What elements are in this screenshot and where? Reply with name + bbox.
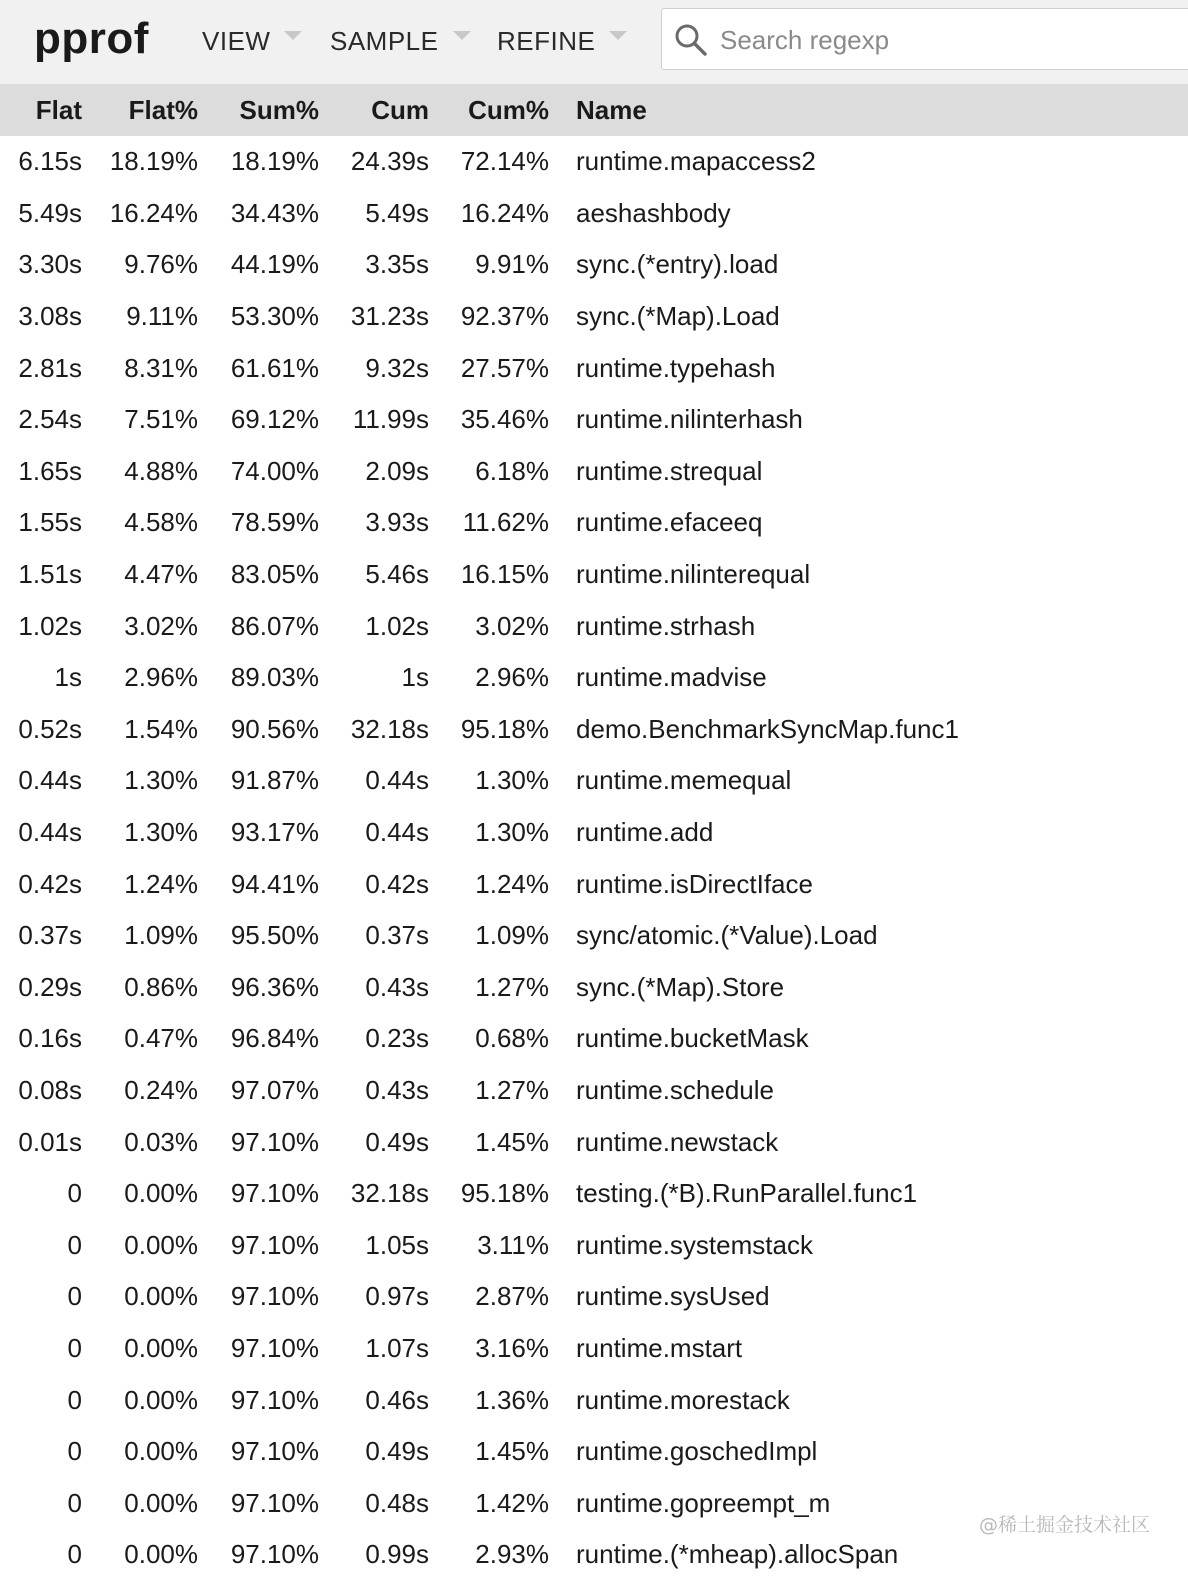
sum-pct-cell: 97.10% <box>230 1332 319 1363</box>
flat-pct-cell: 0.86% <box>124 971 198 1002</box>
sum-pct-cell: 93.17% <box>230 817 319 848</box>
flat-pct-cell: 1.09% <box>124 920 198 951</box>
flat-pct-cell: 7.51% <box>124 404 198 435</box>
flat-pct-cell: 0.00% <box>124 1487 198 1518</box>
function-name-cell: runtime.typehash <box>576 352 776 383</box>
pprof-logo[interactable]: pprof <box>34 14 149 63</box>
function-name-cell: runtime.(*mheap).allocSpan <box>576 1539 899 1570</box>
cum-cell: 2.09s <box>365 455 429 486</box>
flat-cell: 3.08s <box>18 301 82 332</box>
cum-cell: 0.37s <box>365 920 429 951</box>
flat-cell: 0.37s <box>18 920 82 951</box>
flat-cell: 0 <box>67 1384 82 1415</box>
table-row[interactable] <box>0 497 1188 549</box>
flat-cell: 3.30s <box>18 249 82 280</box>
table-row[interactable] <box>0 188 1188 240</box>
top-toolbar <box>0 0 1188 84</box>
cum-pct-cell: 2.93% <box>475 1539 549 1570</box>
cum-pct-cell: 11.62% <box>462 507 549 538</box>
cum-pct-cell: 1.27% <box>475 1074 549 1105</box>
sample-menu[interactable] <box>330 26 471 57</box>
cum-pct-cell: 16.15% <box>460 559 549 590</box>
search-input[interactable] <box>718 19 1182 61</box>
cum-cell: 1.05s <box>365 1229 429 1260</box>
sum-pct-cell: 97.10% <box>230 1436 319 1467</box>
flat-pct-cell: 4.88% <box>124 455 198 486</box>
profile-table-container <box>0 84 1188 1581</box>
cum-pct-cell: 0.68% <box>475 1023 549 1054</box>
flat-pct-cell: 0.00% <box>124 1436 198 1467</box>
sum-pct-cell: 86.07% <box>230 610 319 641</box>
sum-pct-cell: 97.10% <box>230 1281 319 1312</box>
cum-pct-cell: 3.16% <box>475 1332 549 1363</box>
flat-pct-cell: 1.54% <box>124 713 198 744</box>
function-name-cell: runtime.newstack <box>576 1126 779 1157</box>
flat-cell: 0.44s <box>18 765 82 796</box>
table-body <box>0 136 1188 1581</box>
sum-pct-cell: 97.10% <box>230 1384 319 1415</box>
sum-pct-cell: 97.10% <box>230 1539 319 1570</box>
flat-pct-cell: 0.00% <box>124 1384 198 1415</box>
cum-pct-cell: 95.18% <box>460 1178 549 1209</box>
flat-pct-cell: 0.00% <box>124 1332 198 1363</box>
function-name-cell: runtime.strequal <box>576 455 763 486</box>
cum-cell: 31.23s <box>350 301 429 332</box>
cum-cell: 0.44s <box>365 817 429 848</box>
flat-cell: 0.44s <box>18 817 82 848</box>
flat-pct-cell: 9.11% <box>126 301 198 332</box>
column-header-flat-pct[interactable]: Flat% <box>128 94 198 125</box>
table-row[interactable] <box>0 962 1188 1014</box>
cum-pct-cell: 3.11% <box>477 1229 549 1260</box>
function-name-cell: sync.(*Map).Store <box>576 971 785 1002</box>
flat-cell: 2.54s <box>18 404 82 435</box>
flat-cell: 0 <box>67 1178 82 1209</box>
cum-pct-cell: 2.87% <box>475 1281 549 1312</box>
function-name-cell: runtime.mstart <box>576 1332 743 1363</box>
flat-cell: 1.55s <box>18 507 82 538</box>
cum-cell: 5.46s <box>365 559 429 590</box>
cum-pct-cell: 3.02% <box>475 610 549 641</box>
flat-pct-cell: 0.24% <box>124 1074 198 1105</box>
sum-pct-cell: 53.30% <box>230 301 319 332</box>
cum-cell: 0.48s <box>365 1487 429 1518</box>
cum-pct-cell: 1.30% <box>475 765 549 796</box>
flat-cell: 0 <box>67 1281 82 1312</box>
flat-cell: 0.29s <box>18 971 82 1002</box>
sum-pct-cell: 97.10% <box>230 1487 319 1518</box>
function-name-cell: runtime.nilinterequal <box>576 559 811 590</box>
cum-cell: 0.43s <box>365 1074 429 1105</box>
table-row[interactable] <box>0 1116 1188 1168</box>
cum-pct-cell: 72.14% <box>460 146 549 177</box>
cum-pct-cell: 1.42% <box>475 1487 549 1518</box>
function-name-cell: runtime.add <box>576 817 714 848</box>
sum-pct-cell: 91.87% <box>230 765 319 796</box>
flat-cell: 0.01s <box>18 1126 82 1157</box>
cum-cell: 32.18s <box>350 1178 429 1209</box>
flat-cell: 2.81s <box>18 352 82 383</box>
flat-cell: 1.65s <box>18 455 82 486</box>
sum-pct-cell: 97.10% <box>230 1178 319 1209</box>
watermark: @稀土掘金技术社区 <box>978 1514 1150 1536</box>
refine-menu[interactable] <box>497 26 627 57</box>
sum-pct-cell: 97.07% <box>230 1074 319 1105</box>
table-header-row <box>0 84 1188 136</box>
function-name-cell: sync/atomic.(*Value).Load <box>576 920 878 951</box>
cum-pct-cell: 1.09% <box>475 920 549 951</box>
table-row[interactable] <box>0 136 1188 188</box>
sum-pct-cell: 18.19% <box>230 146 319 177</box>
sum-pct-cell: 83.05% <box>230 559 319 590</box>
flat-pct-cell: 4.58% <box>124 507 198 538</box>
flat-pct-cell: 0.47% <box>124 1023 198 1054</box>
flat-cell: 0 <box>67 1436 82 1467</box>
cum-cell: 3.35s <box>365 249 429 280</box>
cum-cell: 0.97s <box>365 1281 429 1312</box>
flat-pct-cell: 9.76% <box>124 249 198 280</box>
sum-pct-cell: 97.10% <box>230 1229 319 1260</box>
flat-pct-cell: 0.00% <box>124 1178 198 1209</box>
sum-pct-cell: 69.12% <box>230 404 319 435</box>
flat-pct-cell: 0.03% <box>124 1126 198 1157</box>
cum-cell: 24.39s <box>350 146 429 177</box>
cum-cell: 0.46s <box>365 1384 429 1415</box>
cum-cell: 5.49s <box>365 197 429 228</box>
cum-cell: 0.23s <box>365 1023 429 1054</box>
sum-pct-cell: 74.00% <box>230 455 319 486</box>
table-row[interactable] <box>0 807 1188 859</box>
cum-cell: 1.07s <box>365 1332 429 1363</box>
function-name-cell: runtime.mapaccess2 <box>576 146 816 177</box>
cum-pct-cell: 1.45% <box>475 1126 549 1157</box>
function-name-cell: runtime.goschedImpl <box>576 1436 818 1467</box>
cum-pct-cell: 92.37% <box>460 301 549 332</box>
function-name-cell: aeshashbody <box>576 197 731 228</box>
sum-pct-cell: 44.19% <box>230 249 319 280</box>
table-row[interactable] <box>0 1065 1188 1117</box>
table-row[interactable] <box>0 652 1188 704</box>
flat-cell: 0 <box>67 1487 82 1518</box>
function-name-cell: runtime.sysUsed <box>576 1281 770 1312</box>
function-name-cell: runtime.efaceeq <box>576 507 763 538</box>
function-name-cell: runtime.strhash <box>576 610 756 641</box>
flat-cell: 5.49s <box>18 197 82 228</box>
flat-pct-cell: 0.00% <box>124 1229 198 1260</box>
cum-pct-cell: 35.46% <box>460 404 549 435</box>
table-row[interactable] <box>0 704 1188 756</box>
flat-cell: 0.16s <box>18 1023 82 1054</box>
cum-cell: 0.42s <box>365 868 429 899</box>
flat-cell: 0.08s <box>18 1074 82 1105</box>
cum-cell: 3.93s <box>365 507 429 538</box>
column-header-cum[interactable]: Cum <box>371 94 429 125</box>
view-menu-label: VIEW <box>202 26 271 56</box>
flat-pct-cell: 2.96% <box>124 662 198 693</box>
cum-pct-cell: 9.91% <box>475 249 549 280</box>
column-header-cum-pct[interactable]: Cum% <box>468 94 549 125</box>
table-row[interactable] <box>0 1168 1188 1220</box>
cum-cell: 0.49s <box>365 1436 429 1467</box>
sum-pct-cell: 78.59% <box>230 507 319 538</box>
table-row[interactable] <box>0 1426 1188 1478</box>
profile-table <box>0 84 1188 1581</box>
cum-cell: 1.02s <box>365 610 429 641</box>
cum-cell: 0.44s <box>365 765 429 796</box>
table-row[interactable] <box>0 342 1188 394</box>
cum-pct-cell: 1.30% <box>475 817 549 848</box>
function-name-cell: runtime.memequal <box>576 765 792 796</box>
sum-pct-cell: 34.43% <box>230 197 319 228</box>
sum-pct-cell: 97.10% <box>230 1126 319 1157</box>
sum-pct-cell: 94.41% <box>230 868 319 899</box>
cum-pct-cell: 1.27% <box>475 971 549 1002</box>
function-name-cell: runtime.madvise <box>576 662 767 693</box>
flat-pct-cell: 0.00% <box>124 1281 198 1312</box>
table-row[interactable] <box>0 910 1188 962</box>
function-name-cell: runtime.schedule <box>576 1074 774 1105</box>
chevron-down-icon <box>609 31 627 40</box>
flat-cell: 6.15s <box>18 146 82 177</box>
sum-pct-cell: 95.50% <box>230 920 319 951</box>
function-name-cell: runtime.gopreempt_m <box>576 1487 831 1518</box>
sum-pct-cell: 61.61% <box>230 352 319 383</box>
flat-cell: 0.42s <box>18 868 82 899</box>
table-row[interactable] <box>0 291 1188 343</box>
cum-pct-cell: 1.24% <box>475 868 549 899</box>
function-name-cell: sync.(*entry).load <box>576 249 779 280</box>
function-name-cell: demo.BenchmarkSyncMap.func1 <box>576 713 959 744</box>
flat-pct-cell: 1.30% <box>124 765 198 796</box>
cum-cell: 0.49s <box>365 1126 429 1157</box>
sum-pct-cell: 96.84% <box>230 1023 319 1054</box>
chevron-down-icon <box>284 31 302 40</box>
table-row[interactable] <box>0 600 1188 652</box>
table-row[interactable] <box>0 858 1188 910</box>
function-name-cell: runtime.bucketMask <box>576 1023 809 1054</box>
flat-pct-cell: 8.31% <box>124 352 198 383</box>
table-row[interactable] <box>0 1323 1188 1375</box>
sum-pct-cell: 96.36% <box>230 971 319 1002</box>
table-row[interactable] <box>0 446 1188 498</box>
cum-cell: 9.32s <box>365 352 429 383</box>
cum-pct-cell: 2.96% <box>475 662 549 693</box>
cum-cell: 32.18s <box>350 713 429 744</box>
flat-cell: 1.02s <box>18 610 82 641</box>
cum-pct-cell: 1.45% <box>475 1436 549 1467</box>
view-menu[interactable] <box>202 26 302 57</box>
table-row[interactable] <box>0 755 1188 807</box>
flat-cell: 0 <box>67 1332 82 1363</box>
table-row[interactable] <box>0 394 1188 446</box>
cum-cell: 0.43s <box>365 971 429 1002</box>
sum-pct-cell: 89.03% <box>230 662 319 693</box>
flat-pct-cell: 4.47% <box>124 559 198 590</box>
flat-cell: 1.51s <box>18 559 82 590</box>
table-row[interactable] <box>0 1374 1188 1426</box>
cum-pct-cell: 95.18% <box>460 713 549 744</box>
column-header-name[interactable]: Name <box>576 94 647 125</box>
table-row[interactable] <box>0 1271 1188 1323</box>
cum-pct-cell: 6.18% <box>475 455 549 486</box>
flat-pct-cell: 16.24% <box>109 197 198 228</box>
search-icon <box>674 23 708 57</box>
flat-pct-cell: 1.30% <box>124 817 198 848</box>
search-box[interactable] <box>661 8 1188 70</box>
function-name-cell: testing.(*B).RunParallel.func1 <box>576 1178 918 1209</box>
flat-pct-cell: 0.00% <box>124 1539 198 1570</box>
cum-pct-cell: 27.57% <box>460 352 549 383</box>
column-header-sum-pct[interactable]: Sum% <box>239 94 319 125</box>
function-name-cell: runtime.isDirectIface <box>576 868 813 899</box>
function-name-cell: sync.(*Map).Load <box>576 301 780 332</box>
flat-pct-cell: 18.19% <box>109 146 198 177</box>
function-name-cell: runtime.systemstack <box>576 1229 813 1260</box>
function-name-cell: runtime.morestack <box>576 1384 790 1415</box>
flat-cell: 0 <box>67 1229 82 1260</box>
function-name-cell: runtime.nilinterhash <box>576 404 803 435</box>
column-header-flat[interactable]: Flat <box>35 94 82 125</box>
flat-cell: 1s <box>54 662 82 693</box>
sample-menu-label: SAMPLE <box>330 26 439 56</box>
cum-cell: 0.99s <box>365 1539 429 1570</box>
flat-cell: 0 <box>67 1539 82 1570</box>
sum-pct-cell: 90.56% <box>230 713 319 744</box>
cum-pct-cell: 1.36% <box>475 1384 549 1415</box>
cum-pct-cell: 16.24% <box>460 197 549 228</box>
cum-cell: 11.99s <box>352 404 429 435</box>
table-row[interactable] <box>0 1013 1188 1065</box>
chevron-down-icon <box>453 31 471 40</box>
flat-pct-cell: 3.02% <box>124 610 198 641</box>
cum-cell: 1s <box>401 662 429 693</box>
flat-cell: 0.52s <box>18 713 82 744</box>
table-row[interactable] <box>0 239 1188 291</box>
table-row[interactable] <box>0 549 1188 601</box>
table-row[interactable] <box>0 1219 1188 1271</box>
refine-menu-label: REFINE <box>497 26 596 56</box>
flat-pct-cell: 1.24% <box>124 868 198 899</box>
